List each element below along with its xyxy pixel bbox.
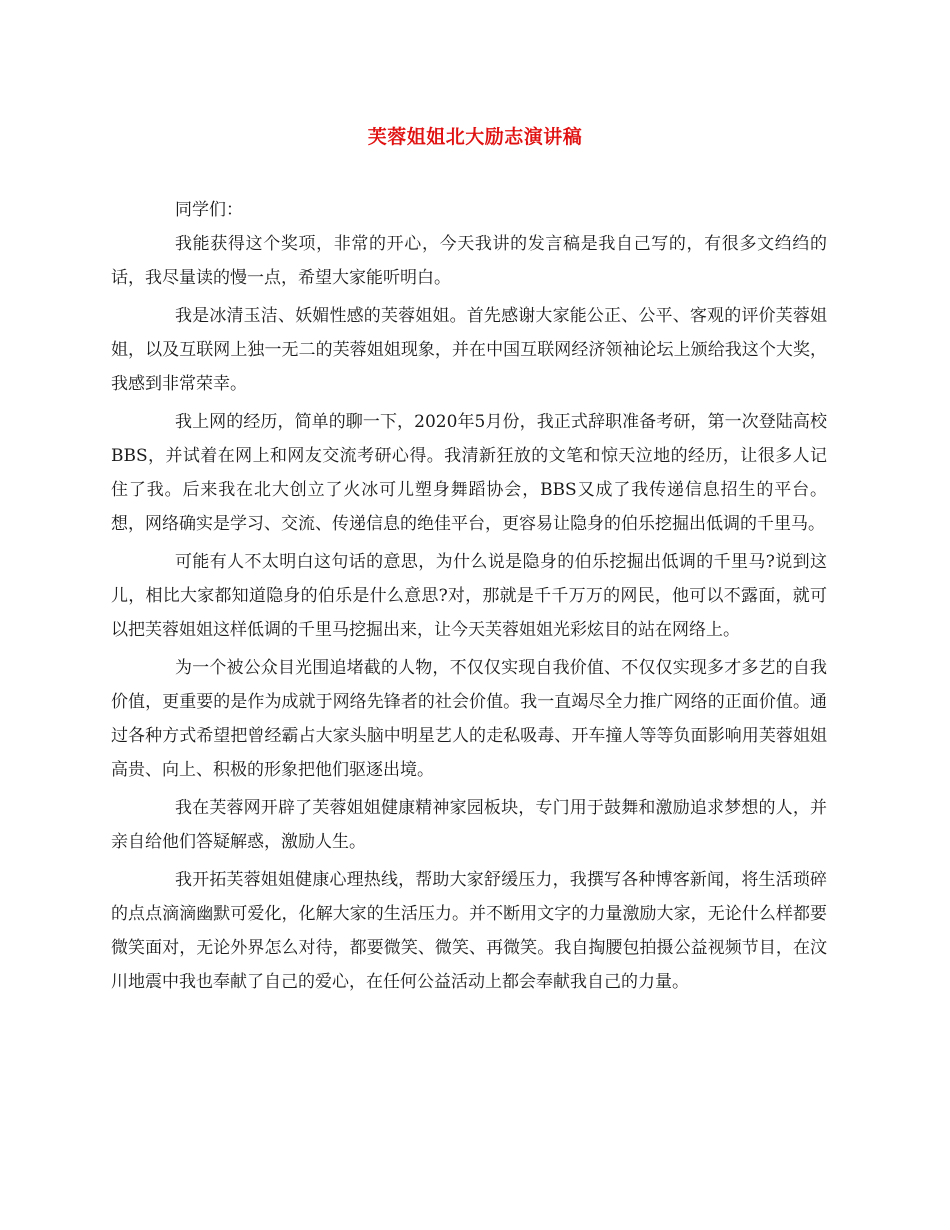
paragraph-6: 我在芙蓉网开辟了芙蓉姐姐健康精神家园板块，专门用于鼓舞和激励追求梦想的人，并亲自给他们答疑解惑，激励人生。 — [111, 798, 827, 852]
paragraph-1: 我能获得这个奖项，非常的开心，今天我讲的发言稿是我自己写的，有很多文绉绉的话，我尽量读的慢一点，希望大家能听明白。 — [111, 234, 827, 288]
document-body — [111, 193, 827, 999]
paragraph-2: 我是冰清玉洁、妖媚性感的芙蓉姐姐。首先感谢大家能公正、公平、客观的评价芙蓉姐姐，以及互联网上独一无二的芙蓉姐姐现象，并在中国互联网经济领袖论坛上颁给我这个大奖，我感到非常荣幸。 — [111, 306, 827, 394]
paragraph-4: 可能有人不太明白这句话的意思，为什么说是隐身的伯乐挖掘出低调的千里马?说到这儿，相比大家都知道隐身的伯乐是什么意思?对，那就是千千万万的网民，他可以不露面，就可以把芙蓉姐姐这样低调的千里马挖掘出来，让今天芙蓉姐姐光彩炫目的站在网络上。 — [111, 552, 827, 640]
paragraph-5: 为一个被公众目光围追堵截的人物，不仅仅实现自我价值、不仅仅实现多才多艺的自我价值，更重要的是作为成就于网络先锋者的社会价值。我一直竭尽全力推广网络的正面价值。通过各种方式希望把曾经霸占大家头脑中明星艺人的走私吸毒、开车撞人等等负面影响用芙蓉姐姐高贵、向上、积极的形象把他们驱逐出境。 — [111, 658, 827, 780]
document-title: 芙蓉姐姐北大励志演讲稿 — [367, 126, 583, 148]
salutation: 同学们： — [175, 200, 243, 220]
paragraph-3: 我上网的经历，简单的聊一下，2020年5月份，我正式辞职准备考研，第一次登陆高校BBS，并试着在网上和网友交流考研心得。我清新狂放的文笔和惊天泣地的经历，让很多人记住了我。后来我在北大创立了火冰可儿塑身舞蹈协会，BBS又成了我传递信息招生的平台。想，网络确实是学习、交流、传递信息的绝佳平台，更容易让隐身的伯乐挖掘出低调的千里马。 — [111, 412, 827, 534]
paragraph-7: 我开拓芙蓉姐姐健康心理热线，帮助大家舒缓压力，我撰写各种博客新闻，将生活琐碎的点点滴滴幽默可爱化，化解大家的生活压力。并不断用文字的力量激励大家，无论什么样都要微笑面对，无论外界怎么对待，都要微笑、微笑、再微笑。我自掏腰包拍摄公益视频节目，在汶川地震中我也奉献了自己的爱心，在任何公益活动上都会奉献我自己的力量。 — [111, 870, 827, 992]
